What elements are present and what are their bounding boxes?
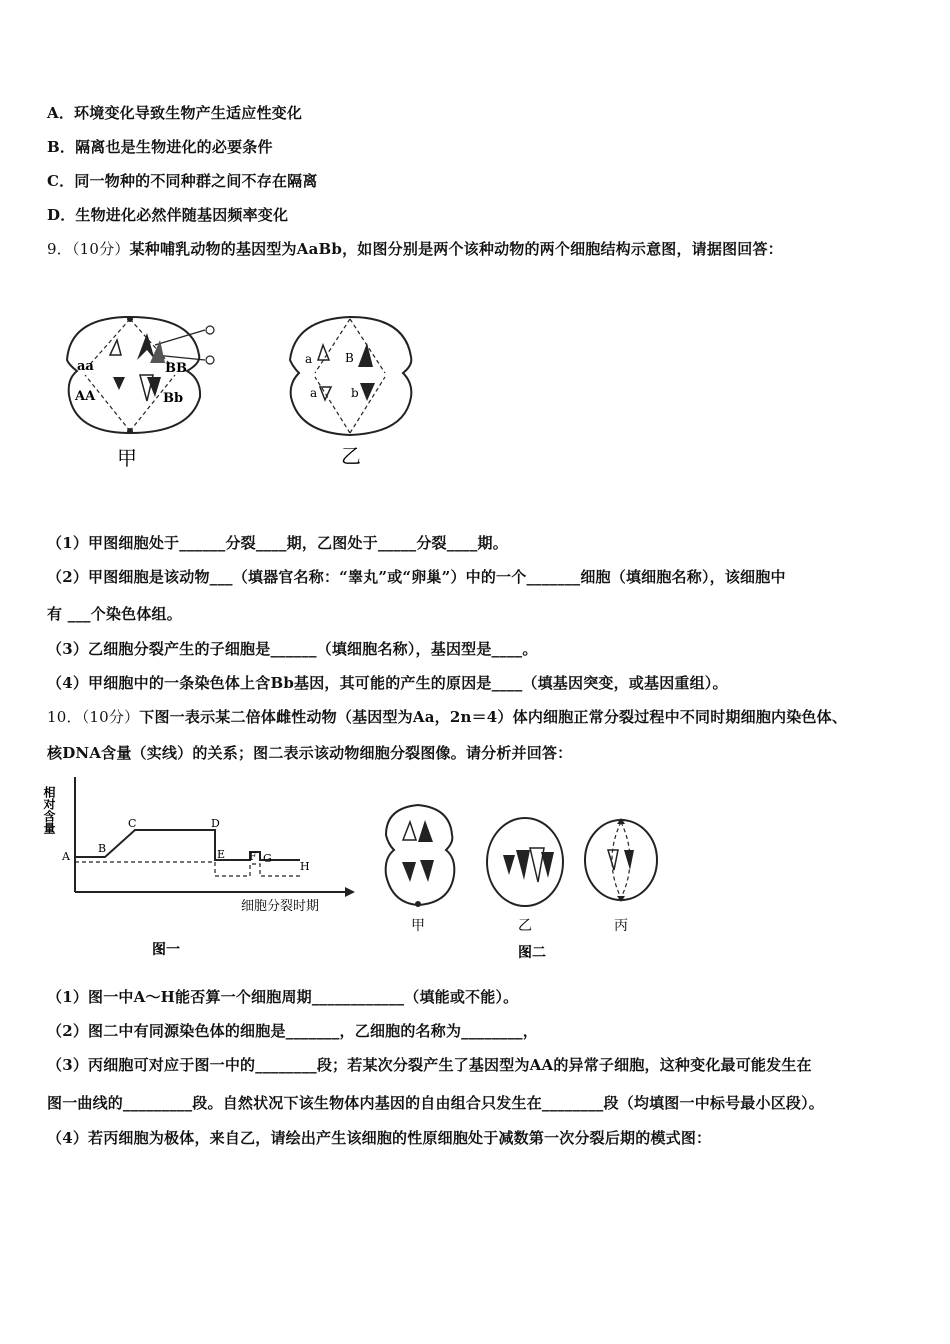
- graph-point-g: G: [263, 852, 272, 865]
- q9-stem: [47, 238, 783, 259]
- option-c: C．同一物种的不同种群之间不存在隔离: [47, 172, 318, 190]
- gene-label-jia-2: BB: [165, 361, 187, 376]
- cells-caption: 图二: [518, 945, 546, 961]
- graph-point-h: H: [300, 860, 310, 873]
- q10-sub4: （4）若丙细胞为极体，来自乙，请绘出产生该细胞的性原细胞处于减数第一次分裂后期的模式图：: [47, 1129, 712, 1147]
- cell-jia-chromosomes: [110, 316, 165, 434]
- cell-yi-diagram: [290, 317, 411, 435]
- q9-sub1: （1）甲图细胞处于______分裂____期，乙图处于_____分裂____期。: [47, 534, 508, 552]
- gene-label-jia-4: Bb: [163, 391, 184, 406]
- cell-bing-10-chromosomes: [608, 818, 634, 902]
- graph-point-a: A: [62, 850, 70, 863]
- cell-yi-label: 乙: [341, 444, 361, 468]
- q10-cells-figure: [378, 800, 678, 965]
- q10-graph-figure: [42, 772, 365, 962]
- gene-label-yi-4: b: [351, 386, 359, 400]
- option-a: A．环境变化导致生物产生适应性变化: [47, 104, 303, 122]
- cell-jia-10-chromosomes: [402, 820, 434, 907]
- cell-jia-label: 甲: [117, 446, 137, 470]
- q10-sub3-line2: 图一曲线的_________段。自然状况下该生物体内基因的自由组合只发生在________段（均填图一中标号最小区段）。: [47, 1094, 825, 1112]
- graph-point-b: B: [98, 842, 107, 855]
- graph-point-e: E: [217, 848, 226, 861]
- option-d: D．生物进化必然伴随基因频率变化: [47, 206, 289, 224]
- q9-number: 9．: [47, 240, 72, 258]
- cell-yi-10-chromosomes: [503, 848, 554, 882]
- graph-caption: 图一: [152, 942, 180, 958]
- gene-label-yi-3: a: [310, 386, 318, 400]
- q9-stem-text: 某种哺乳动物的基因型为AaBb，如图分别是两个该种动物的两个细胞结构示意图，请据图回答：: [129, 240, 783, 258]
- q10-stem-line2: 核DNA含量（实线）的关系；图二表示该动物细胞分裂图像。请分析并回答：: [47, 744, 573, 762]
- cell-jia-10: [386, 805, 455, 905]
- cell-label-jia-10: 甲: [411, 918, 425, 934]
- q9-sub3: （3）乙细胞分裂产生的子细胞是______（填细胞名称），基因型是____。: [47, 640, 538, 658]
- cell-jia-diagram: [67, 315, 214, 433]
- gene-label-yi-2: B: [345, 351, 354, 365]
- q10-stem-text: 下图一表示某二倍体雌性动物（基因型为Aa，2n＝4）体内细胞正常分裂过程中不同时期细胞内染色体、: [139, 708, 848, 726]
- q9-sub4: （4）甲细胞中的一条染色体上含Bb基因，其可能的产生的原因是____（填基因突变，或基因重组）。: [47, 674, 728, 692]
- graph-ylabel: 相对含量: [42, 786, 56, 834]
- q10-sub3-line1: （3）丙细胞可对应于图一中的________段；若某次分裂产生了基因型为AA的异常子细胞，这种变化最可能发生在: [47, 1056, 812, 1074]
- gene-label-yi-1: a: [305, 352, 313, 366]
- cell-bing-10: [585, 820, 657, 900]
- q9-score: （10分）: [71, 240, 130, 258]
- graph-point-c: C: [128, 817, 137, 830]
- graph-xlabel: 细胞分裂时期: [241, 899, 320, 914]
- cell-label-yi-10: 乙: [518, 918, 532, 934]
- q9-figure: [55, 305, 425, 475]
- cell-label-bing-10: 丙: [614, 918, 628, 934]
- option-b: B．隔离也是生物进化的必要条件: [47, 138, 273, 156]
- graph-point-d: D: [211, 817, 220, 830]
- q10-score: （10分）: [81, 708, 140, 726]
- graph-x-arrow: [345, 887, 355, 897]
- q9-sub2-line2: 有 ___个染色体组。: [47, 605, 182, 623]
- graph-point-f: F: [249, 850, 257, 863]
- gene-label-jia-3: AA: [75, 389, 96, 404]
- q10-stem-line1: [47, 706, 847, 727]
- q10-sub2: （2）图二中有同源染色体的细胞是_______，乙细胞的名称为________，: [47, 1022, 538, 1040]
- q10-number: 10．: [47, 708, 82, 726]
- gene-label-jia-1: aa: [77, 359, 94, 374]
- q9-sub2-line1: （2）甲图细胞是该动物___（填器官名称：“睾丸”或“卵巢”）中的一个_______细胞（填细胞名称），该细胞中: [47, 568, 786, 586]
- q10-sub1: （1）图一中A～H能否算一个细胞周期____________（填能或不能）。: [47, 988, 519, 1006]
